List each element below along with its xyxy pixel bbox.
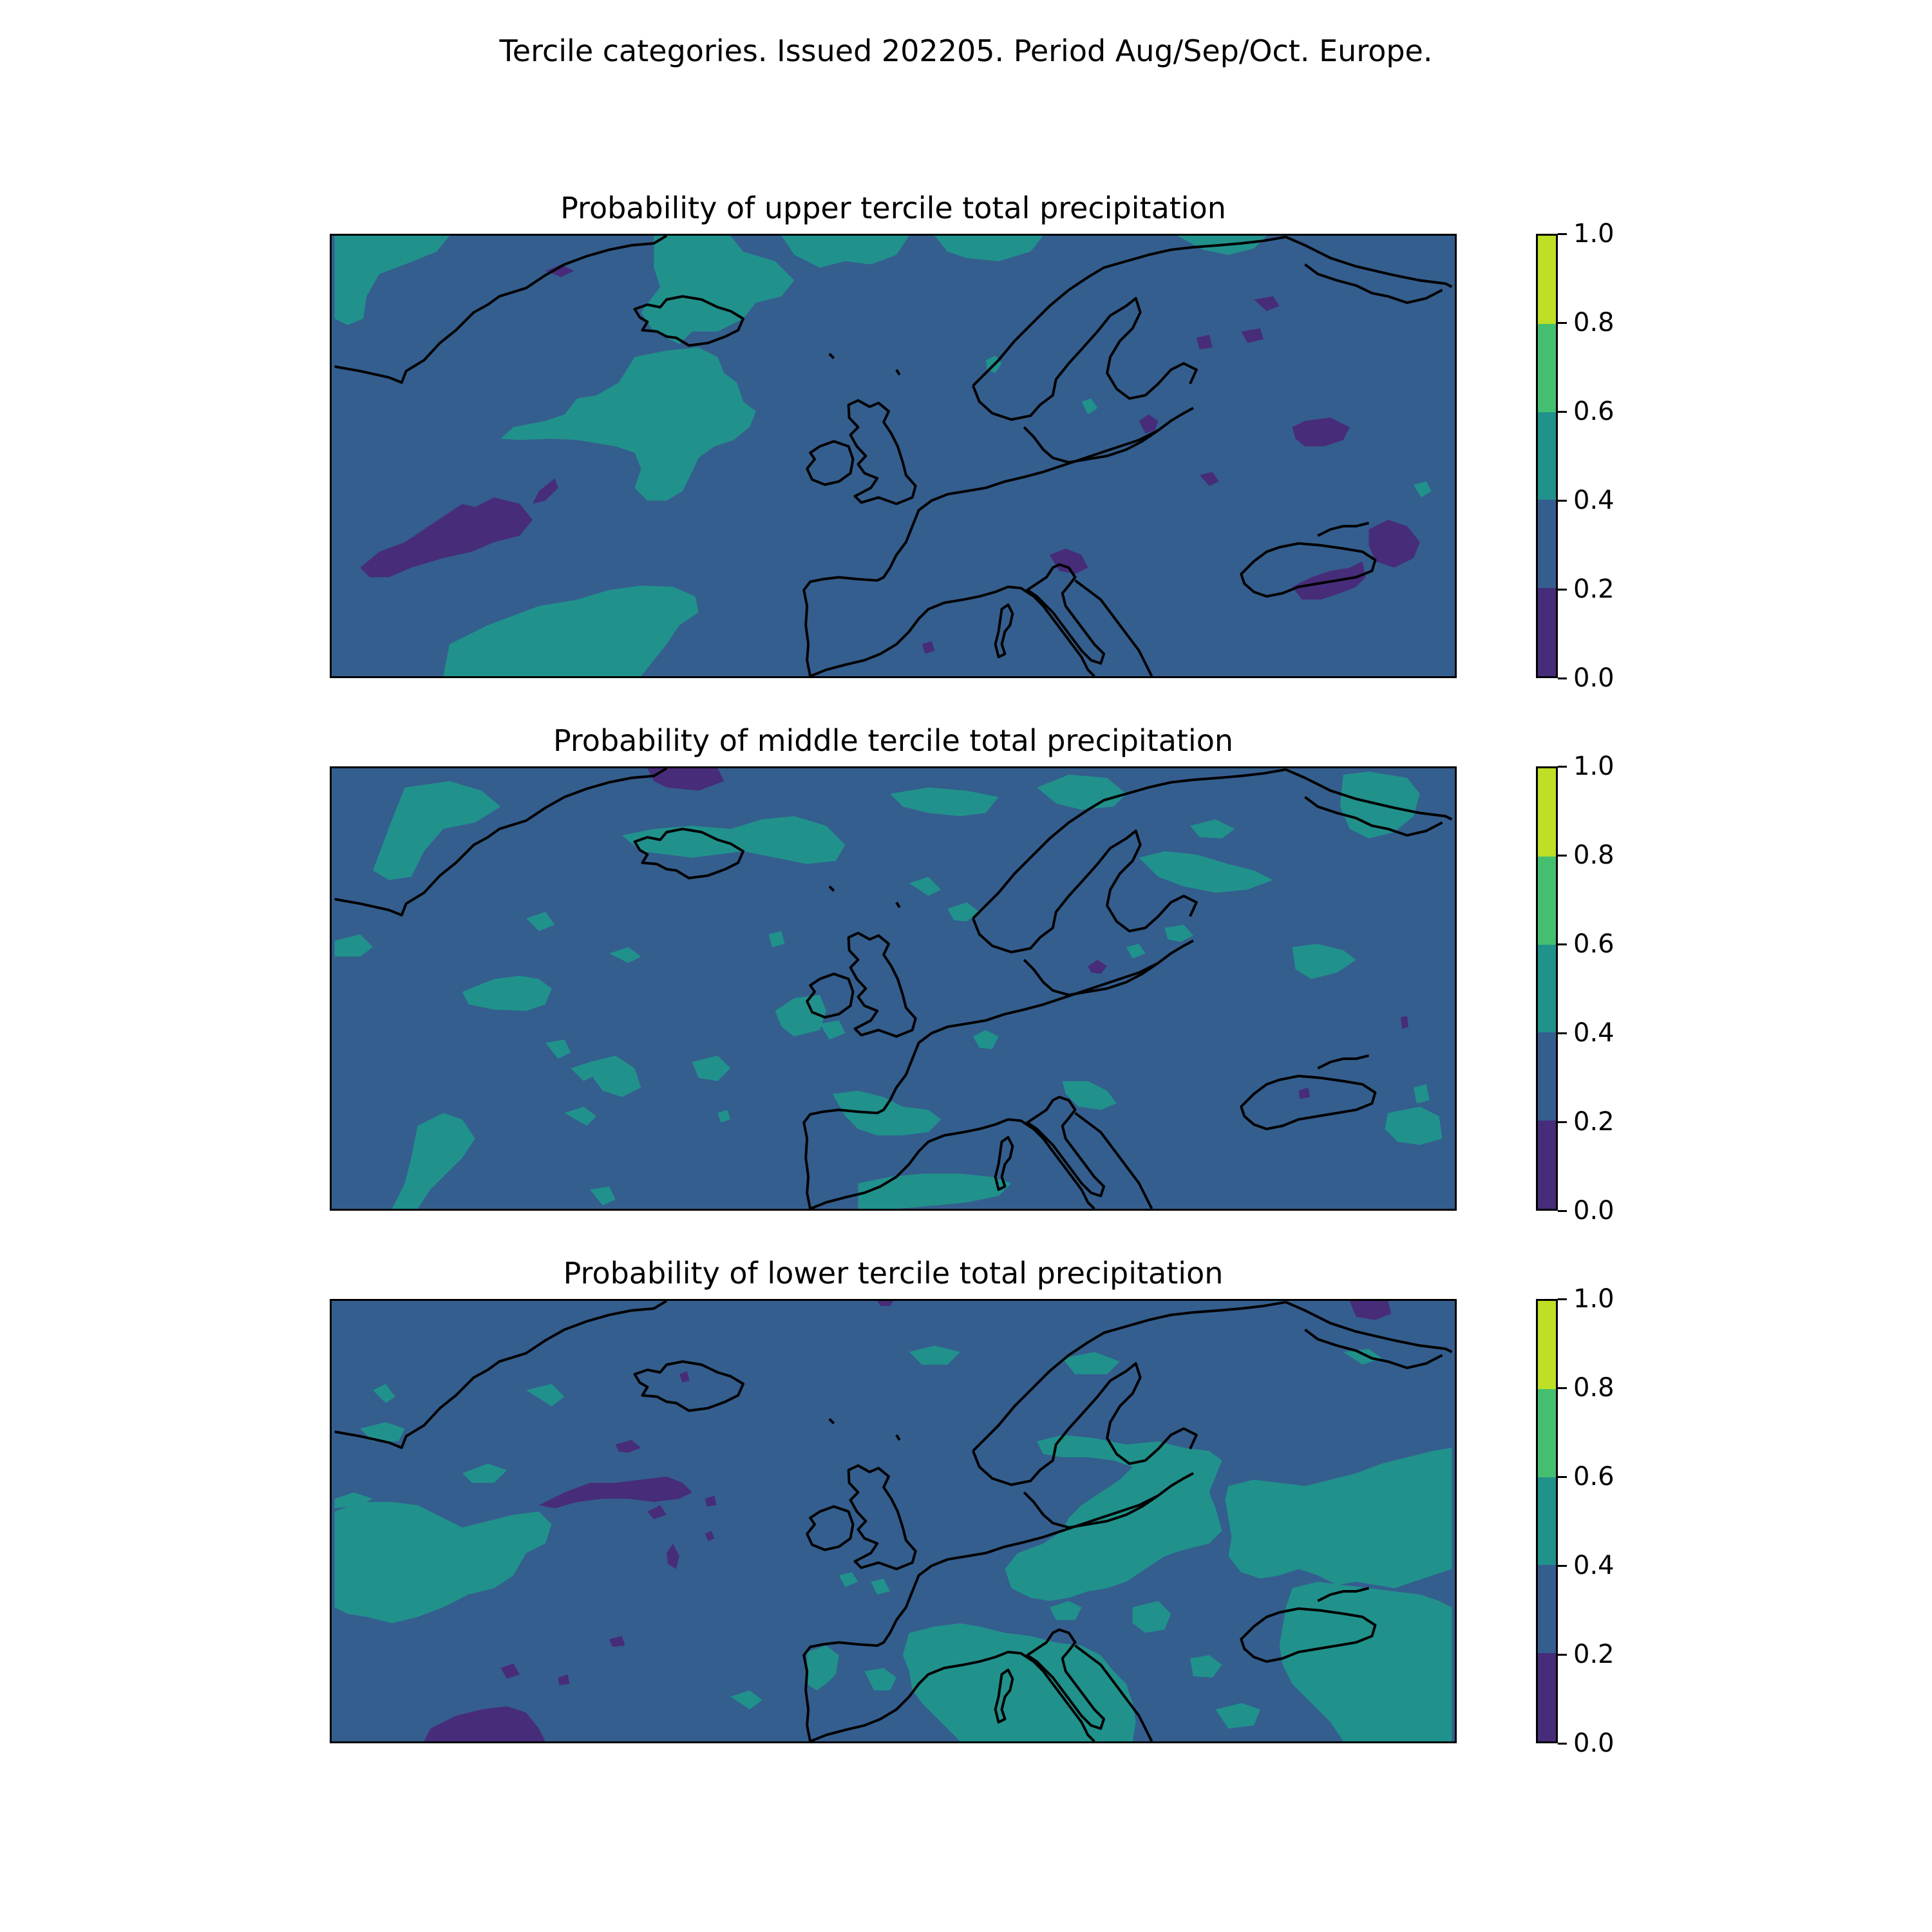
colorbar-ticks-upper: [1558, 219, 1648, 693]
region: [609, 1636, 625, 1647]
region: [500, 1663, 520, 1679]
region: [1133, 1601, 1171, 1633]
region: [1385, 1106, 1442, 1144]
region: [1343, 1349, 1381, 1365]
colorbar-ticks-lower: [1558, 1284, 1648, 1758]
colorbar-tick-label: 0.2: [1573, 1107, 1615, 1137]
region: [1139, 851, 1273, 893]
region: [609, 947, 641, 963]
region: [462, 976, 552, 1011]
region: [667, 1544, 679, 1569]
region: [462, 1464, 507, 1483]
region: [807, 1645, 839, 1690]
region: [705, 1495, 717, 1506]
region: [526, 1384, 564, 1406]
region: [590, 1186, 616, 1206]
colorbar-tick-label: 1.0: [1573, 1284, 1615, 1314]
region: [1401, 1016, 1408, 1029]
region: [1164, 925, 1193, 942]
map-upper-svg: [332, 236, 1455, 676]
map-middle-svg: [332, 768, 1455, 1209]
map-lower-svg: [332, 1301, 1455, 1741]
region: [335, 236, 450, 325]
region: [1081, 399, 1097, 415]
region: [782, 236, 909, 268]
region: [1225, 1448, 1452, 1588]
colorbar-tick-label: 0.6: [1573, 397, 1615, 426]
region: [335, 1502, 552, 1623]
region: [1050, 549, 1088, 574]
colorbar-segment: [1538, 857, 1556, 945]
region: [833, 1091, 942, 1135]
colorbar-tick-label: 0.2: [1573, 574, 1615, 604]
region: [864, 1668, 896, 1690]
colorbar-tick-label: 0.6: [1573, 929, 1615, 959]
region: [647, 1505, 667, 1519]
region: [717, 1110, 730, 1122]
colorbar-tick-label: 1.0: [1573, 752, 1615, 781]
region: [1369, 520, 1420, 567]
colorbar-segment: [1538, 412, 1556, 500]
region: [545, 1039, 571, 1059]
region: [1190, 819, 1235, 838]
map-upper-tercile: [330, 234, 1457, 678]
colorbar-segment: [1538, 768, 1556, 857]
colorbar-tick-label: 0.8: [1573, 308, 1615, 337]
region: [1241, 328, 1264, 343]
region: [1293, 562, 1366, 600]
region: [890, 788, 999, 817]
region: [1063, 1352, 1120, 1374]
region: [909, 1345, 960, 1365]
panel-title-upper: Probability of upper tercile total precipitation: [560, 191, 1226, 225]
region: [590, 1056, 641, 1097]
region: [922, 641, 935, 654]
region: [730, 1690, 762, 1710]
colorbar-segment: [1538, 588, 1556, 676]
colorbar-middle: [1536, 766, 1558, 1211]
colorbar-segment: [1538, 500, 1556, 588]
colorbar-segment: [1538, 1389, 1556, 1477]
region: [1190, 1655, 1222, 1678]
region: [858, 1173, 1011, 1209]
colorbar-segment: [1538, 236, 1556, 324]
colorbar-segment: [1538, 1565, 1556, 1653]
region: [692, 1056, 730, 1081]
region: [947, 902, 980, 922]
colorbar-segment: [1538, 1477, 1556, 1566]
region: [1414, 482, 1432, 498]
region: [424, 1706, 545, 1741]
colorbar-tick-label: 0.0: [1573, 1196, 1615, 1226]
map-middle-tercile: [330, 766, 1457, 1211]
region: [392, 1113, 475, 1209]
region: [1350, 1301, 1391, 1320]
region: [877, 1301, 893, 1306]
region: [973, 1030, 999, 1049]
region: [1197, 335, 1213, 350]
region: [1254, 296, 1280, 311]
coastlines: [335, 236, 1452, 676]
region: [641, 236, 794, 345]
colorbar-tick-label: 0.0: [1573, 1728, 1615, 1758]
panel-title-lower: Probability of lower tercile total precipitation: [563, 1256, 1224, 1291]
region: [1050, 1601, 1082, 1620]
colorbar-segment: [1538, 1032, 1556, 1121]
colorbar-segment: [1538, 324, 1556, 412]
region: [526, 912, 555, 931]
colorbar-tick-label: 0.4: [1573, 1018, 1615, 1048]
colorbar-segment: [1538, 1653, 1556, 1741]
region: [1063, 1081, 1117, 1110]
region: [539, 1477, 692, 1509]
region: [335, 934, 373, 957]
colorbar-segment: [1538, 1121, 1556, 1209]
colorbar-segment: [1538, 1301, 1556, 1389]
map-lower-teal-regions: [335, 1345, 1452, 1741]
region: [1200, 472, 1219, 486]
region: [909, 877, 942, 896]
figure-title: Tercile categories. Issued 202205. Period Aug/Sep/Oct. Europe.: [499, 33, 1433, 68]
colorbar-tick-label: 0.4: [1573, 486, 1615, 515]
region: [679, 1371, 690, 1383]
region: [1293, 418, 1350, 447]
colorbar-tick-label: 0.0: [1573, 663, 1615, 693]
region: [934, 236, 1043, 261]
region: [903, 1624, 1136, 1741]
colorbar-upper: [1536, 234, 1558, 678]
region: [1216, 1703, 1260, 1729]
region: [533, 478, 558, 504]
region: [443, 585, 699, 676]
region: [564, 1106, 596, 1126]
colorbar-tick-label: 1.0: [1573, 219, 1615, 249]
colorbar-segment: [1538, 945, 1556, 1033]
region: [373, 781, 500, 880]
region: [820, 1021, 846, 1040]
map-lower-tercile: [330, 1299, 1457, 1743]
region: [1414, 1084, 1430, 1104]
colorbar-tick-label: 0.8: [1573, 1373, 1615, 1403]
colorbar-tick-label: 0.2: [1573, 1640, 1615, 1669]
colorbar-ticks-middle: [1558, 752, 1648, 1226]
colorbar-tick-label: 0.8: [1573, 840, 1615, 870]
region: [1280, 1582, 1452, 1741]
map-middle-teal-regions: [335, 772, 1443, 1209]
region: [769, 931, 785, 947]
region: [1293, 944, 1356, 980]
colorbar-lower: [1536, 1299, 1558, 1743]
colorbar-tick-label: 0.6: [1573, 1462, 1615, 1492]
region: [616, 1440, 641, 1453]
region: [1126, 944, 1146, 959]
region: [871, 1578, 890, 1595]
region: [500, 347, 756, 500]
region: [839, 1572, 858, 1587]
region: [360, 497, 533, 577]
region: [1037, 775, 1126, 810]
region: [373, 1384, 395, 1403]
region: [705, 1531, 715, 1541]
region: [1298, 1088, 1310, 1099]
map-middle-purple-regions: [647, 768, 1408, 1099]
panel-title-middle: Probability of middle tercile total precipitation: [553, 723, 1234, 758]
region: [558, 1674, 570, 1685]
region: [1088, 960, 1107, 974]
colorbar-tick-label: 0.4: [1573, 1551, 1615, 1580]
